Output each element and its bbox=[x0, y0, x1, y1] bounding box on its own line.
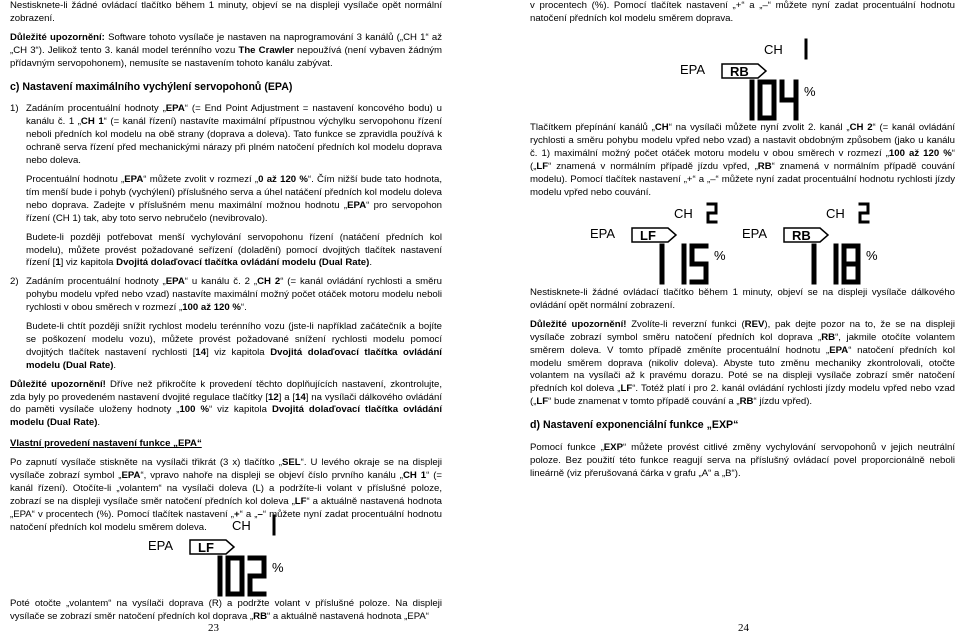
lcd-ch-label: CH bbox=[674, 206, 693, 221]
bottom-paragraph: Poté otočte „volantem“ na vysílači doprava (R) a podržte volant v příslušné poloze. Na displeji vysílače se zobrazí směr natočení předních kol doprava „RB“ a aktuálně nastavená hodnota „EPA“ bbox=[10, 598, 442, 622]
warning-paragraph: Důležité upozornění: Software tohoto vysílače je nastaven na naprogramování 3 kanálů („CH 1“ až „CH 3“). Jelikož tento 3. kanál model terénního vozu The Crawler nepoužívá (není vybaven žádným přídavným servopohonem), nemusíte se nastavením tohoto kanálu zabývat. bbox=[10, 31, 442, 69]
lcd-value-digits bbox=[814, 246, 858, 282]
lcd-direction-label: LF bbox=[198, 540, 214, 555]
lcd-channel-number bbox=[708, 204, 716, 222]
lcd-channel-number bbox=[860, 204, 868, 222]
page-number-right: 24 bbox=[738, 622, 749, 634]
lcd-value-digits bbox=[662, 246, 706, 282]
section-heading-exp: d) Nastavení exponenciální funkce „EXP“ bbox=[530, 419, 739, 432]
lcd-direction-label: RB bbox=[730, 64, 749, 79]
lcd-direction-indicator bbox=[632, 228, 676, 243]
lcd-ch-label: CH bbox=[764, 42, 783, 57]
subsection-heading: Vlastní provedení nastavení funkce „EPA“ bbox=[10, 438, 202, 450]
lcd-direction-label: RB bbox=[792, 228, 811, 243]
lcd-display bbox=[588, 198, 728, 288]
exp-paragraph: Pomocí funkce „EXP“ můžete provést citlivé změny vychylování servopohonů v jejich neutrální poloze. Bez použití této funkce reagují serva na příslušný ovládací povel proporcionálně neboli lineárně (viz přerušovaná čárka v grafu „A“ a „B“). bbox=[530, 442, 955, 479]
lcd-percent-unit: % bbox=[272, 560, 284, 575]
lcd-value-digits bbox=[752, 82, 796, 118]
reverse-warning-paragraph: Důležité upozornění! Zvolíte-li reverzní funkci (REV), pak dejte pozor na to, že se na displeji vysílače zobrazí symbol směru natočení předních kol doprava „RB“, jakmile otočíte volantem směrem doleva. V tomto případě změníte procentuální hodnotu „EPA“ natočení předních kol modelu směrem doprava (nikoliv doleva). Abyste tuto změnu mechaniky zkontrolovali, otočte volantem na vysílači až k pravému dorazu. Poté se na displeji vysílače zobrazí směr natočení předních kol doleva „LF“. Totéž platí i pro 2. kanál ovládání rychlosti jízdy modelu vpřed nebo vzad („LF“ bude znamenat v tomto případě couvání a „RB“ jízdu vpřed). bbox=[530, 318, 956, 408]
channel-2-paragraph: Tlačítkem přepínání kanálů „CH“ na vysílači můžete nyní zvolit 2. kanál „CH 2“ (= kanál ovládání rychlosti a směru pohybu modelu vpřed nebo vzad) a nastavit obdobným způsobem (jako u kanálu č. 1) maximální možný počet otáček motoru modelu v obou směrech v rozmezí „100 až 120 %“ („LF“ znamená v normálním případě jízdu vpřed, „RB“ znamená v normálním případě couvání modelu). Pomocí tlačítek nastavení „+“ a „–“ můžete nyní zadat procentuální hodnotu rychlosti jízdy modelu vpřed nebo couvání. bbox=[530, 122, 955, 198]
right-top-paragraph: v procentech (%). Pomocí tlačítek nastavení „+“ a „–“ můžete nyní zadat procentuální hodnotu natočení předních kol modelu směrem doprava. bbox=[530, 0, 955, 24]
lcd-percent-unit: % bbox=[714, 248, 726, 263]
list-item-1: 1) Zadáním procentuální hodnoty „EPA“ (= End Point Adjustment = nastavení koncového bodu) u kanálu č. 1 „CH 1“ (= kanál řízení) nastavíte maximální přípustnou výchylku servopohonu řízení neboli předních kol modelu na obě strany (doprava a doleva). Tato funkce se zpravidla používá k ochraně serva řízení před mechanickými nárazy při plném natočení předních kol modelu doprava nebo doleva. Procentuální hodnotu „EPA“ můžete zvolit v rozmezí „0 až 120 %“. Čím nižší bude tato hodnota, tím menší bude i pohyb (vychýlení) příslušného serva a úhel natáčení předních kol modelu doleva nebo doprava. Zadejte v příslušném menu maximální možnou hodnotu „EPA“ pro servopohon řízení (CH 1) tak, aby toto servo nebručelo (nevibrovalo). Budete-li později potřebovat menší vychylování servopohonu řízení (natáčení předních kol modelu), můžete provést požadované seřízení (doladění) pomocí dvojitých tlačítek nastavení řízení [1] viz kapitola Dvojitá dolaďovací tlačítka ovládání modelu (Dual Rate). bbox=[10, 103, 442, 269]
section-heading-epa: c) Nastavení maximálního vychýlení servopohonů (EPA) bbox=[10, 80, 293, 93]
lcd-epa-label: EPA bbox=[148, 538, 174, 553]
timeout-paragraph: Nestisknete-li žádné ovládací tlačítko během 1 minuty, objeví se na displeji vysílače dálkového ovládání opět normální zobrazení. bbox=[530, 287, 955, 311]
lcd-display bbox=[678, 34, 818, 124]
lcd-percent-unit: % bbox=[866, 248, 878, 263]
lcd-direction-indicator bbox=[722, 64, 766, 79]
lcd-direction-label: LF bbox=[640, 228, 656, 243]
lcd-ch-label: CH bbox=[826, 206, 845, 221]
right-page bbox=[530, 0, 955, 32]
right-middle-block bbox=[530, 122, 955, 205]
lcd-epa-label: EPA bbox=[590, 226, 616, 241]
right-lower-block bbox=[530, 287, 955, 487]
list-item-2: 2) Zadáním procentuální hodnoty „EPA“ u kanálu č. 2 „CH 2“ (= kanál ovládání rychlosti a směru pohybu modelu vpřed nebo vzad) nastavíte maximální možný počet otáček motoru modelu neboli rychlosti v obou směrech v rozmezí „100 až 120 %“. Budete-li chtít později snížit rychlost modelu terénního vozu (jste-li například začátečník a bojíte se poškození modelu vozu), můžete provést požadované snížení rychlosti modelu pomocí dvojitých tlačítek nastavení rychlosti [14] viz kapitola Dvojitá dolaďovací tlačítka ovládání modelu (Dual Rate). bbox=[10, 276, 443, 371]
warning-paragraph-2: Důležité upozornění! Dříve než přikročíte k provedení těchto doplňujících nastavení, zkontrolujte, zda byly po provedeném nastavení dvojité regulace tlačítky [12] a [14] na vysílači dálkového ovládání do paměti vysílače uloženy hodnoty „100 %“ viz kapitola Dvojitá dolaďovací tlačítka ovládání modelu (Dual Rate). bbox=[10, 378, 443, 429]
lcd-epa-label: EPA bbox=[742, 226, 768, 241]
left-page bbox=[10, 0, 442, 541]
lcd-value-digits bbox=[220, 558, 264, 594]
lcd-display bbox=[740, 198, 880, 288]
lcd-epa-label: EPA bbox=[680, 62, 706, 77]
lcd-ch-label: CH bbox=[232, 518, 251, 533]
lcd-percent-unit: % bbox=[804, 84, 816, 99]
epa-procedure-paragraph: Po zapnutí vysílače stiskněte na vysílači třikrát (3 x) tlačítko „SEL“. U levého okraje se na displeji vysílače zobrazí symbol „EPA“, vpravo nahoře na displeji se objeví číslo prvního kanálu „CH 1“ (= kanál řízení). Otočíte-li „volantem“ na vysílači doleva (L) a podržíte-li volant v příslušné poloze, zobrazí se na displeji vysílače směr natočení předních kol doleva „LF“ a aktuálně nastavená hodnota „EPA“ v procentech (%). Pomocí tlačítek nastavení „+“ a „–“ můžete nyní zadat procentuální hodnotu natočení předních kol modelu směrem doleva. bbox=[10, 457, 443, 533]
intro-paragraph: Nestisknete-li žádné ovládací tlačítko během 1 minuty, objeví se na displeji vysílače opět normální zobrazení. bbox=[10, 0, 442, 24]
lcd-direction-indicator bbox=[190, 540, 234, 555]
lcd-direction-indicator bbox=[784, 228, 828, 243]
lcd-display bbox=[146, 510, 286, 600]
page-number-left: 23 bbox=[208, 622, 219, 634]
